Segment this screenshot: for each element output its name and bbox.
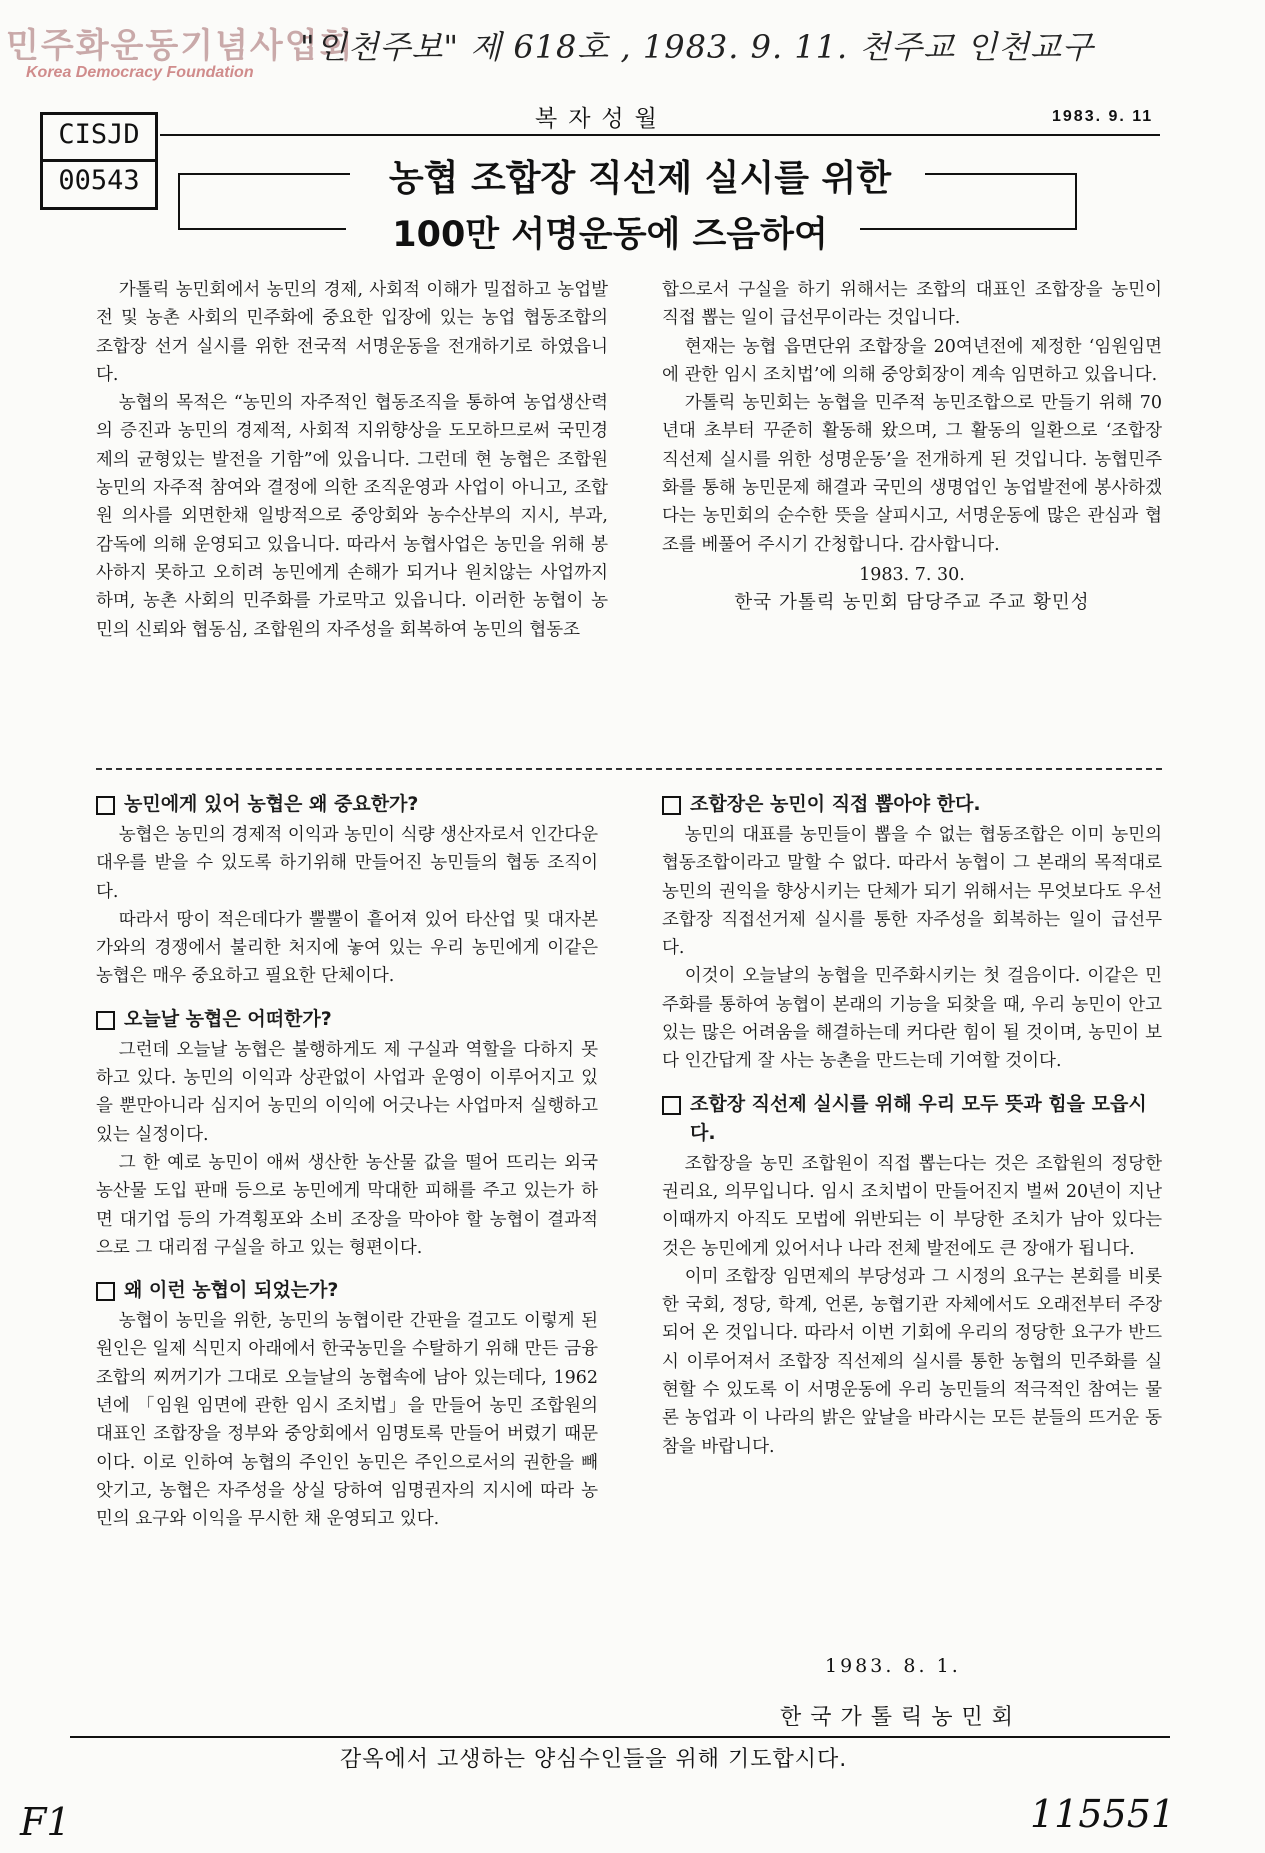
- section-heading: 조합장 직선제 실시를 위해 우리 모두 뜻과 힘을 모읍시다.: [662, 1090, 1162, 1148]
- intro-paragraph: 가톨릭 농민회는 농협을 민주적 농민조합으로 만들기 위해 70년대 초부터 꾸준히 활동해 왔으며, 그 활동의 일환으로 ‘조합장 직선제 실시를 위한 성명운동’을 전개하게 된 것입니다. 농협민주화를 통해 농민문제 해결과 국민의 생명업인 농업발전에 봉사하겠다는 농민회의 순수한 뜻을 살피시고, 서명운동에 많은 관심과 협조를 베풀어 주시기 간청합니다. 감사합니다.: [662, 393, 1162, 555]
- section-heading: 조합장은 농민이 직접 뽑아야 한다.: [662, 790, 1162, 819]
- section-paragraph: 따라서 땅이 적은데다가 뿔뿔이 흩어져 있어 타산업 및 대자본가와의 경쟁에서 불리한 처지에 놓여 있는 우리 농민에게 이같은 농협은 매우 중요하고 필요한 단체이다.: [96, 909, 598, 987]
- section: [96, 1005, 598, 1262]
- title-frame-left-top: [178, 173, 350, 175]
- section-paragraph: 농민의 대표를 농민들이 뽑을 수 없는 협동조합은 이미 농민의 협동조합이라고 말할 수 없다. 따라서 농협이 그 본래의 목적대로 농민의 권익을 향상시키는 단체가 되기 위해서는 무엇보다도 우선 조합장 직접선거제 실시를 통한 자주성을 회복하는 일이 급선무다.: [662, 825, 1162, 959]
- header-rule: [160, 134, 1160, 136]
- section-paragraph: 그 한 예로 농민이 애써 생산한 농산물 값을 떨어 뜨리는 외국 농산물 도입 판매 등으로 농민에게 막대한 피해를 주고 있는가 하면 대기업 등의 가격횡포와 소비 조장을 막아야 할 농협이 결과적으로 그 대리점 구실을 하고 있는 형편이다.: [96, 1152, 598, 1258]
- watermark-english: Korea Democracy Foundation: [26, 64, 254, 81]
- section-paragraph: 조합장을 농민 조합원이 직접 뽑는다는 것은 조합원의 정당한 권리요, 의무입니다. 임시 조치법이 만들어진지 벌써 20년이 지난 이때까지 아직도 모법에 위반되는 이 부당한 조치가 남아 있다는 것은 농민에게 있어서나 나라 전체 발전에도 큰 장애가 됩니다.: [662, 1153, 1162, 1259]
- section: [96, 790, 598, 991]
- section-divider: [96, 768, 1162, 770]
- watermark-korean: 민주화운동기념사업회: [6, 26, 355, 66]
- section-paragraph: 이미 조합장 임면제의 부당성과 그 시정의 요구는 본회를 비롯한 국회, 정당, 학계, 언론, 농협기관 자체에서도 오래전부터 주장되어 온 것입니다. 따라서 이번 기회에 우리의 정당한 요구가 반드시 이루어져서 조합장 직선제의 실시를 통한 농협의 민주화를 실현할 수 있도록 이 서명운동에 우리 농민들의 적극적인 참여는 물론 농업과 이 나라의 밝은 앞날을 바라시는 모든 분들의 뜨거운 동참을 바랍니다.: [662, 1266, 1162, 1457]
- section-heading: 왜 이런 농협이 되었는가?: [96, 1276, 598, 1305]
- checkbox-icon: [96, 796, 115, 815]
- intro-left-column: [96, 276, 608, 644]
- intro-paragraph: 농협의 목적은 “농민의 자주적인 협동조직을 통하여 농업생산력의 증진과 농민의 경제적, 사회적 지위향상을 도모하므로써 국민경제의 균형있는 발전을 기함”에 있읍니다. 그런데 현 농협은 조합원 농민의 자주적 참여와 결정에 의한 조직운영과 사업이 아니고, 조합원 의사를 외면한채 일방적으로 중앙회와 농수산부의 지시, 부과, 감독에 의해 운영되고 있읍니다. 따라서 농협사업은 농민을 위해 봉사하지 못하고 오히려 농민에게 손해가 되거나 원치않는 사업까지 하며, 농촌 사회의 민주화를 가로막고 있읍니다. 이러한 농협이 농민의 신뢰와 협동심, 조합원의 자주성을 회복하여 농민의 협동조: [96, 393, 608, 640]
- section-heading: 농민에게 있어 농협은 왜 중요한가?: [96, 790, 598, 819]
- title-frame-right-top: [925, 173, 1077, 175]
- lower-left-column: [96, 790, 598, 1548]
- footer-rule: [70, 1736, 1170, 1738]
- checkbox-icon: [662, 796, 681, 815]
- title-frame-left-bottom: [178, 228, 346, 230]
- publication-name: 복자성월: [535, 106, 668, 132]
- intro-date: 1983. 7. 30.: [859, 564, 965, 585]
- title-frame-right: [1075, 173, 1077, 228]
- handwritten-source-note: "인천주보" 제 618호 , 1983. 9. 11. 천주교 인천교구: [300, 28, 1094, 66]
- stamp-number: 00543: [58, 165, 140, 196]
- section: [96, 1276, 598, 1533]
- handwritten-mark-left: F1: [20, 1800, 71, 1844]
- checkbox-icon: [96, 1011, 115, 1030]
- stamp-code: CISJD: [58, 119, 140, 150]
- closing-date: 1983. 8. 1.: [825, 1655, 961, 1677]
- intro-signature: 한국 가톨릭 농민회 담당주교 주교 황민성: [734, 592, 1090, 614]
- section-paragraph: 이것이 오늘날의 농협을 민주화시키는 첫 걸음이다. 이같은 민주화를 통하여 농협이 본래의 기능을 되찾을 때, 우리 농민이 안고 있는 많은 어려움을 해결하는데 커다란 힘이 될 것이며, 농민이 보다 인간답게 잘 사는 농촌을 만드는데 기여할 것이다.: [662, 966, 1162, 1072]
- footer-prayer-line: 감옥에서 고생하는 양심수인들을 위해 기도합시다.: [340, 1747, 848, 1772]
- section-paragraph: 그런데 오늘날 농협은 불행하게도 제 구실과 역할을 다하지 못하고 있다. 농민의 이익과 상관없이 사업과 운영이 이루어지고 있을 뿐만아니라 심지어 농민의 이익에 어긋나는 사업마저 실행하고 있는 실정이다.: [96, 1039, 598, 1145]
- closing-organization: 한국가톨릭농민회: [780, 1705, 1023, 1730]
- section: [662, 1090, 1162, 1461]
- archive-stamp: [40, 112, 158, 210]
- article-title-line-2: 100만 서명운동에 즈음하여: [392, 215, 828, 255]
- intro-paragraph: 가톨릭 농민회에서 농민의 경제, 사회적 이해가 밀접하고 농업발전 및 농촌 사회의 민주화에 중요한 입장에 있는 농업 협동조합의 조합장 선거 실시를 위한 전국적 서명운동을 전개하기로 하였읍니다.: [96, 280, 608, 385]
- handwritten-mark-right: 115551: [1030, 1792, 1176, 1836]
- checkbox-icon: [96, 1282, 115, 1301]
- article-title-line-1: 농협 조합장 직선제 실시를 위한: [388, 158, 892, 199]
- section-paragraph: 농협은 농민의 경제적 이익과 농민이 식량 생산자로서 인간다운 대우를 받을 수 있도록 하기위해 만들어진 농민들의 협동 조직이다.: [96, 825, 598, 902]
- section: [662, 790, 1162, 1076]
- publication-date: 1983. 9. 11: [1052, 108, 1154, 125]
- title-frame-right-bottom: [860, 228, 1077, 230]
- intro-paragraph: 현재는 농협 읍면단위 조합장을 20여년전에 제정한 ‘임원임면에 관한 임시 조치법’에 의해 중앙회장이 계속 임면하고 있읍니다.: [662, 336, 1162, 385]
- stamp-divider: [43, 159, 155, 162]
- intro-paragraph: 합으로서 구실을 하기 위해서는 조합의 대표인 조합장을 농민이 직접 뽑는 일이 급선무이라는 것입니다.: [662, 280, 1162, 329]
- title-frame-left: [178, 173, 180, 228]
- section-heading: 오늘날 농협은 어떠한가?: [96, 1005, 598, 1034]
- checkbox-icon: [662, 1096, 681, 1115]
- lower-right-column: [662, 790, 1162, 1475]
- intro-right-column: [662, 276, 1162, 618]
- section-paragraph: 농협이 농민을 위한, 농민의 농협이란 간판을 걸고도 이렇게 된 원인은 일제 식민지 아래에서 한국농민을 수탈하기 위해 만든 금융조합의 찌꺼기가 그대로 오늘날의 농협속에 남아 있는데다, 1962년에 「임원 임면에 관한 임시 조치법」을 만들어 농민 조합원의 대표인 조합장을 정부와 중앙회에서 임명토록 만들어 버렸기 때문이다. 이로 인하여 농협의 주인인 농민은 주인으로서의 권한을 빼앗기고, 농협은 자주성을 상실 당하여 임명권자의 지시에 따라 농민의 요구와 이익을 무시한 채 운영되고 있다.: [96, 1311, 598, 1530]
